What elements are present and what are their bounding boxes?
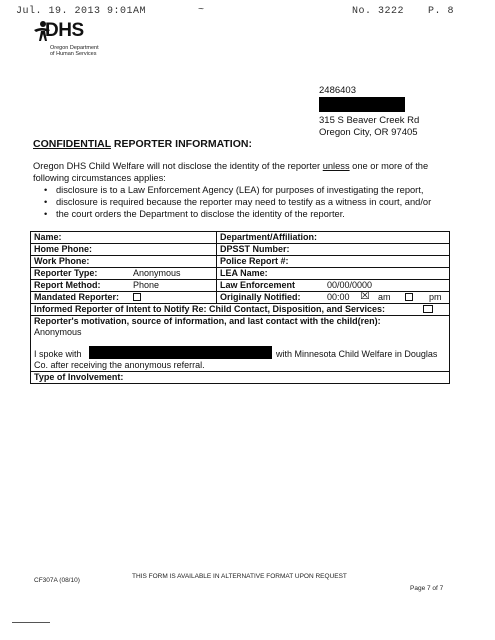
police-report-label: Police Report #: [220,256,289,266]
involvement-label: Type of Involvement: [34,372,124,382]
mandated-reporter-label: Mandated Reporter: [34,292,120,302]
list-item: • the court orders the Department to disclose the identity of the reporter. [40,208,440,220]
form-row [31,292,449,304]
department-label: Department/Affiliation: [220,232,318,242]
work-phone-label: Work Phone: [34,256,90,266]
pm-label: pm [429,292,442,302]
reporter-type-label: Reporter Type: [34,268,98,278]
alt-format-notice: THIS FORM IS AVAILABLE IN ALTERNATIVE FORMAT UPON REQUEST [132,573,347,580]
informed-reporter-label: Informed Reporter of Intent to Notify Re: Child Contact, Disposition, and Services: [34,304,386,314]
reporter-info-word: REPORTER INFORMATION: [110,138,252,150]
form-row [31,304,449,316]
form-row [31,316,449,372]
redaction-box [89,346,272,359]
name-label: Name: [34,232,62,242]
fax-mark: ~ [198,5,205,16]
address-street: 315 S Beaver Creek Rd [319,115,420,126]
form-row [31,232,449,244]
address-city: Oregon City, OR 97405 [319,127,418,138]
pm-checkbox[interactable] [405,293,413,301]
orig-notified-label: Originally Notified: [220,292,301,302]
case-number: 2486403 [319,85,356,96]
motivation-label: Reporter's motivation, source of information, and last contact with the child(ren): [34,316,381,326]
agency-subtitle-1: Oregon Department [50,45,99,51]
narrative-mid: with Minnesota Child Welfare in Douglas [276,349,438,359]
report-method-label: Report Method: [34,280,101,290]
am-checkbox[interactable]: ☒ [360,290,370,302]
intro-part-2: one or more of the following circumstances applies: [33,161,429,183]
report-method-value: Phone [133,280,160,290]
home-phone-label: Home Phone: [34,244,93,254]
reporter-form [30,231,450,384]
orig-notified-time: 00:00 [327,292,350,302]
law-enforcement-date: 00/00/0000 [327,280,373,290]
narrative-start: I spoke with [34,349,82,359]
narrative-end: Co. after receiving the anonymous referral. [34,359,205,370]
agency-name: DHS [45,20,84,41]
form-row [31,280,449,292]
list-item: • disclosure is to a Law Enforcement Agency (LEA) for purposes of investigating the report, [40,184,440,196]
intro-paragraph [33,160,433,184]
motivation-value: Anonymous [34,326,82,337]
footer-rule [12,622,50,623]
form-row [31,256,449,268]
intro-unless: unless [322,161,350,171]
dpsst-label: DPSST Number: [220,244,290,254]
law-enforcement-label: Law Enforcement [220,280,296,290]
am-label: am [378,292,391,302]
confidential-word: CONFIDENTIAL [33,138,111,150]
informed-checkbox[interactable] [423,305,433,313]
redaction-box [319,97,405,112]
lea-name-label: LEA Name: [220,268,268,278]
form-code: CF307A (08/10) [34,577,80,584]
form-row [31,244,449,256]
disclosure-list [40,184,440,220]
list-item: • disclosure is required because the reporter may need to testify as a witness in court, and/or [40,196,440,208]
page-number: Page 7 of 7 [410,585,444,592]
fax-datetime: Jul. 19. 2013 9:01AM [16,6,147,17]
agency-subtitle-2: of Human Services [50,51,97,57]
fax-number: No. 3222 [352,6,405,17]
mandated-reporter-checkbox[interactable] [133,293,141,301]
form-row [31,268,449,280]
reporter-type-value: Anonymous [133,268,181,278]
section-title [33,138,252,150]
intro-part-1: Oregon DHS Child Welfare will not disclose the identity of the reporter [33,161,323,171]
form-row [31,372,449,383]
fax-page: P. 8 [428,6,455,17]
